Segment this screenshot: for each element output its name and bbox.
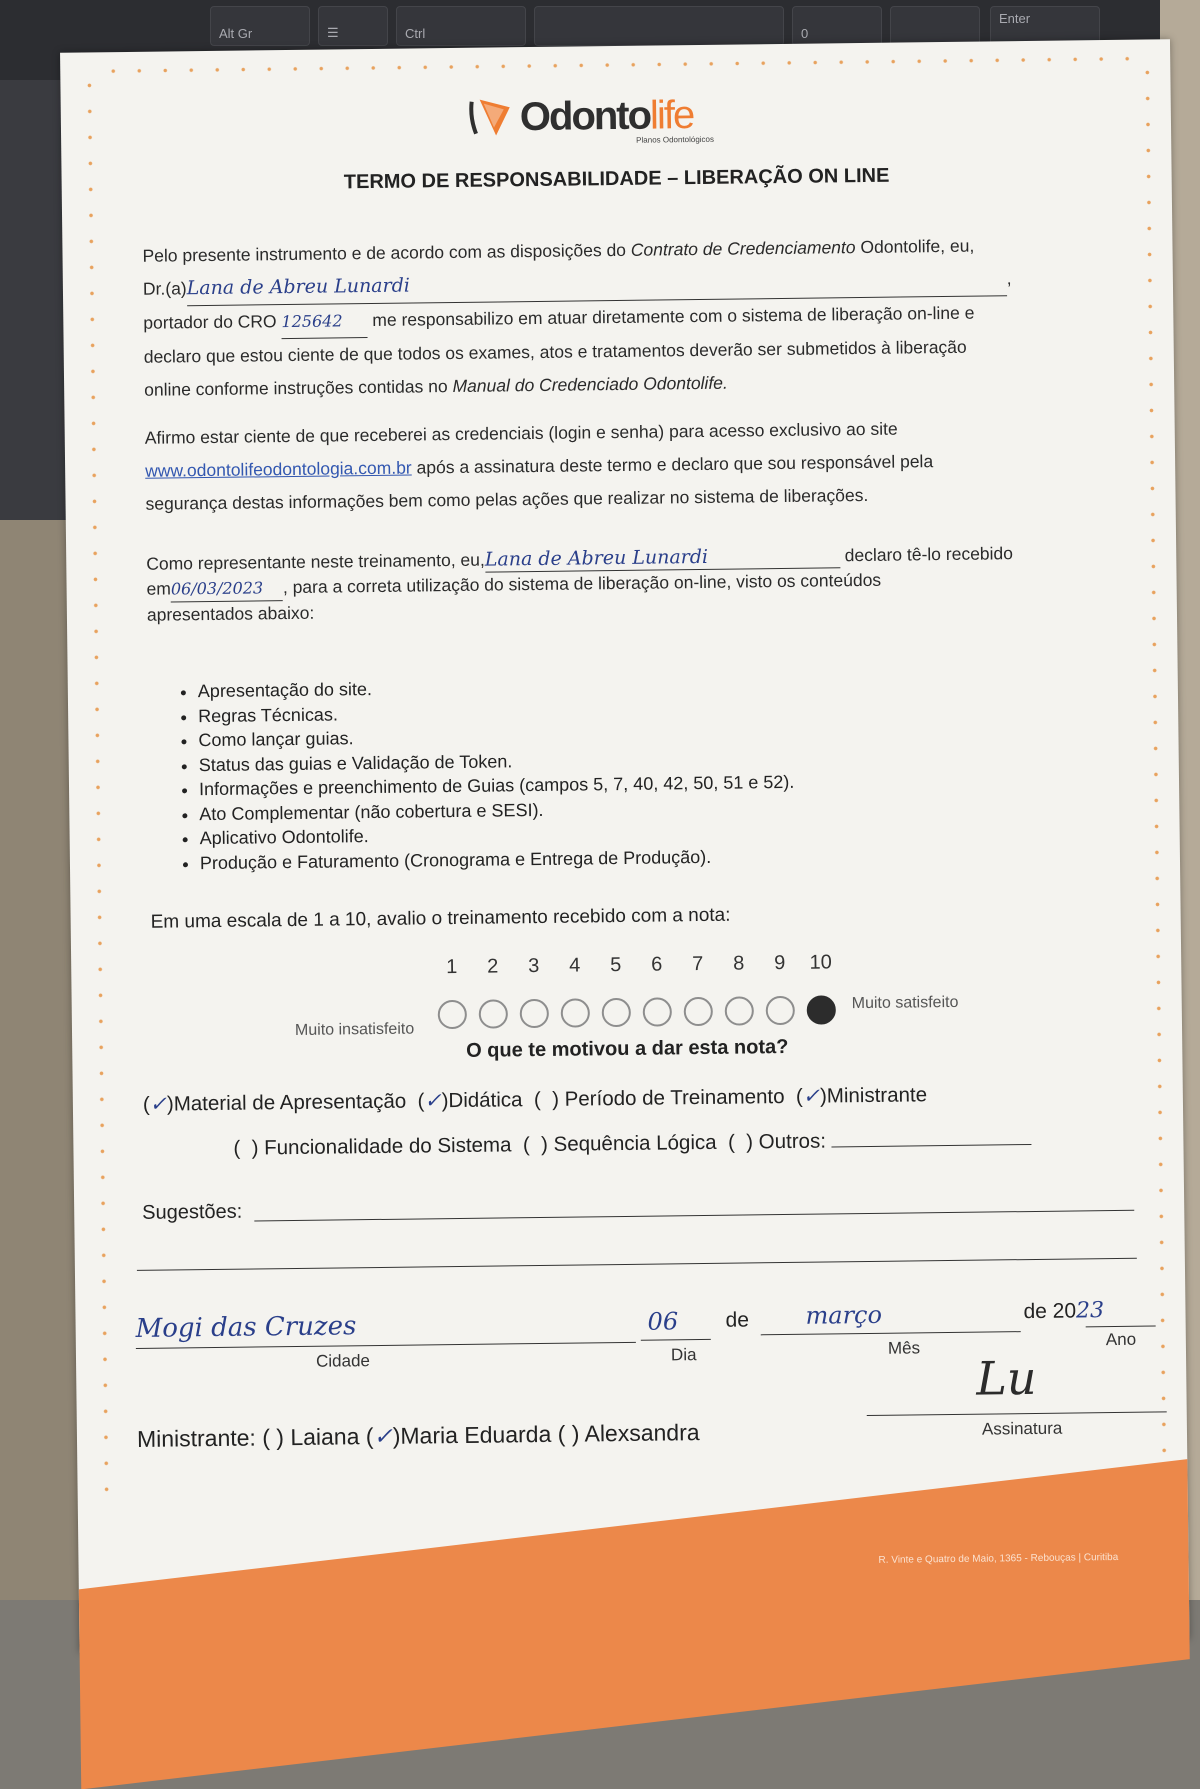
paragraph-credentials	[145, 411, 1066, 521]
scale-number: 6	[651, 953, 663, 976]
cro-handwritten: 125642	[281, 311, 343, 332]
logo-word-odonto: Odonto	[519, 93, 651, 139]
list-item: • Aplicativo Odontolife.	[199, 819, 795, 851]
ministrante-label: Ministrante:	[136, 1424, 257, 1452]
representative-name-handwritten: Lana de Abreu Lunardi	[484, 545, 709, 571]
rating-radio-3[interactable]	[520, 999, 549, 1028]
topics-list	[178, 672, 796, 876]
list-item: • Produção e Faturamento (Cronograma e Entrega de Produção).	[200, 843, 796, 875]
key-menu	[318, 6, 388, 46]
option-label: Alexsandra	[584, 1419, 700, 1447]
scale-number: 10	[809, 951, 832, 974]
motivation-options-row2	[233, 1127, 1031, 1161]
rating-question: Em uma escala de 1 a 10, avalio o treinamento recebido com a nota:	[150, 904, 731, 933]
key-enter-label: Enter	[999, 11, 1031, 26]
decorative-dots-right	[1138, 59, 1173, 1479]
option-label: Funcionalidade do Sistema	[264, 1133, 512, 1160]
rating-radio-group	[432, 995, 842, 1029]
option-periodo[interactable]: ( ) Período de Treinamento	[528, 1085, 785, 1112]
option-ministrante[interactable]: (✓)Ministrante	[790, 1083, 928, 1108]
footer-orange-band	[79, 1459, 1190, 1789]
list-item: • Regras Técnicas.	[198, 696, 794, 728]
document-title: TERMO DE RESPONSABILIDADE – LIBERAÇÃO ON LINE	[343, 164, 890, 194]
signature-field[interactable]	[976, 1351, 1037, 1406]
rating-radio-7[interactable]	[684, 997, 713, 1026]
key-altgr-label: Alt Gr	[219, 26, 253, 41]
representative-name-field[interactable]	[485, 543, 840, 572]
cro-rest: me responsabilizo em atuar diretamente com o sistema de liberação on-line e	[372, 302, 975, 330]
month-label: Mês	[887, 1338, 921, 1358]
rating-low-label: Muito insatisfeito	[294, 1020, 415, 1039]
list-item: • Ato Complementar (não cobertura e SESI).	[199, 794, 795, 826]
signature-underline	[867, 1411, 1167, 1416]
city-label: Cidade	[315, 1351, 371, 1371]
option-label: Ministrante	[826, 1083, 928, 1108]
ministrante-row	[137, 1419, 700, 1453]
p3-intro: Como representante neste treinamento, eu,	[146, 549, 485, 574]
day-field[interactable]	[647, 1307, 678, 1335]
key-comma	[890, 6, 980, 46]
scale-number: 5	[610, 953, 622, 977]
suggestions-field-line2[interactable]	[137, 1258, 1137, 1271]
p1-manual-intro: online conforme instruções contidas no	[144, 376, 448, 400]
footer-address: R. Vinte e Quatro de Maio, 1365 - Rebouças | Curitiba	[878, 1551, 1119, 1566]
city-field[interactable]	[135, 1308, 635, 1344]
paragraph-training	[146, 541, 1067, 627]
signature-label: Assinatura	[981, 1418, 1063, 1439]
option-material[interactable]: (✓)Material de Apresentação	[142, 1089, 407, 1116]
year-handwritten: 23	[1075, 1298, 1105, 1324]
year-label: Ano	[1105, 1329, 1137, 1350]
outros-field[interactable]	[832, 1144, 1032, 1147]
key-blank	[534, 6, 784, 46]
scale-number: 3	[528, 954, 540, 978]
scale-number: 2	[487, 955, 499, 978]
list-item: • Como lançar guias.	[198, 721, 794, 753]
rating-radio-8[interactable]	[725, 996, 754, 1025]
option-label: Maria Eduarda	[400, 1420, 552, 1449]
scale-number: 4	[569, 954, 581, 977]
rating-radio-9[interactable]	[766, 996, 795, 1025]
p3-line3: apresentados abaixo:	[146, 602, 315, 625]
motivation-question: O que te motivou a dar esta nota?	[465, 1035, 789, 1062]
day-underline	[641, 1339, 711, 1341]
year-underline	[1086, 1325, 1156, 1327]
option-label: Sequência Lógica	[553, 1130, 717, 1156]
p2-line3: segurança destas informações bem como pelas ações que realizar no sistema de liberações.	[145, 484, 869, 514]
motivation-options-row1	[143, 1082, 927, 1117]
key-zero	[792, 6, 882, 46]
dr-label: Dr.(a)	[142, 278, 187, 299]
option-label: Período de Treinamento	[564, 1085, 785, 1111]
paper-form	[60, 39, 1189, 1652]
p1-brand: Odontolife, eu,	[860, 235, 975, 258]
p3-received: declaro tê-lo recebido	[844, 543, 1014, 566]
tooth-shield-icon	[466, 93, 515, 142]
day-label: Dia	[670, 1345, 697, 1365]
option-didatica[interactable]: (✓)Didática	[411, 1088, 523, 1113]
logo-wordmark	[520, 93, 694, 140]
suggestions-label: Sugestões:	[142, 1200, 243, 1224]
suggestions-field-line1[interactable]	[254, 1210, 1134, 1222]
p1-intro: Pelo presente instrumento e de acordo com as disposições do	[142, 239, 627, 266]
cro-label: portador do CRO	[143, 311, 277, 333]
key-zero-label: 0	[801, 26, 809, 41]
rating-radio-4[interactable]	[561, 998, 590, 1027]
menu-icon: ☰	[327, 25, 339, 40]
month-field[interactable]	[805, 1301, 882, 1330]
ministrante-option-alexsandra[interactable]: ( ) Alexsandra	[557, 1419, 700, 1447]
p1-contract: Contrato de Credenciamento	[630, 237, 856, 260]
option-label: Laiana	[290, 1423, 360, 1451]
list-item: • Status das guias e Validação de Token.	[199, 745, 795, 777]
training-date-field[interactable]	[171, 575, 283, 602]
check-mark: ✓	[373, 1423, 393, 1451]
ministrante-option-laiana[interactable]: ( ) Laiana	[262, 1423, 360, 1451]
p2-line1: Afirmo estar ciente de que receberei as credenciais (login e senha) para acesso exclusivo ao site	[144, 418, 898, 448]
p1-line4: declaro que estou ciente de que todos os exames, atos e tratamentos deverão ser submetidos à liberação	[143, 336, 967, 367]
de-label: de	[725, 1308, 750, 1332]
cro-field[interactable]	[281, 304, 367, 339]
p3-em: em	[146, 578, 172, 599]
scale-number: 8	[733, 952, 745, 975]
list-item: • Apresentação do site.	[198, 672, 794, 704]
check-mark: ✓	[424, 1088, 442, 1113]
list-item: • Informações e preenchimento de Guias (campos 5, 7, 40, 42, 50, 51 e 52).	[199, 770, 795, 802]
option-label: Outros:	[758, 1129, 827, 1154]
month-handwritten: março	[805, 1300, 883, 1330]
check-mark: ✓	[802, 1083, 821, 1108]
option-label: Didática	[448, 1088, 523, 1113]
option-sequencia[interactable]: ( ) Sequência Lógica	[517, 1130, 717, 1157]
paragraph-declaration	[142, 229, 1064, 407]
p3-purpose: , para a correta utilização do sistema de liberação on-line, visto os conteúdos	[282, 569, 882, 598]
p1-manual: Manual do Credenciado Odontolife.	[452, 372, 728, 397]
rating-radio-6[interactable]	[643, 997, 672, 1026]
year-field[interactable]	[1023, 1298, 1104, 1324]
scale-number: 9	[774, 951, 786, 975]
dr-name-handwritten: Lana de Abreu Lunardi	[186, 274, 411, 300]
key-altgr	[210, 6, 310, 46]
day-handwritten: 06	[647, 1307, 679, 1336]
site-link[interactable]: www.odontolifeodontologia.com.br	[145, 457, 412, 481]
rating-radio-10[interactable]	[807, 995, 836, 1024]
logo-word-life: life	[649, 92, 694, 138]
option-outros[interactable]: ( ) Outros:	[722, 1129, 827, 1154]
p2-line2-rest: após a assinatura deste termo e declaro que sou responsável pela	[416, 451, 934, 478]
option-label: Material de Apresentação	[173, 1089, 407, 1116]
city-handwritten: Mogi das Cruzes	[135, 1311, 357, 1344]
handwritten-signature: Lu	[975, 1350, 1037, 1406]
p1-line2: Dr.(a)Lana de Abreu Lunardi ,	[143, 262, 1063, 307]
ministrante-option-maria[interactable]: (✓)Maria Eduarda	[365, 1420, 552, 1451]
training-date-handwritten: 06/03/2023	[170, 578, 264, 599]
rating-scale-numbers	[431, 951, 841, 979]
option-funcionalidade[interactable]: ( ) Funcionalidade do Sistema	[233, 1133, 512, 1160]
year-prefix: de 20	[1023, 1299, 1077, 1324]
rating-radio-5[interactable]	[602, 998, 631, 1027]
key-ctrl-label: Ctrl	[405, 26, 426, 41]
odontolife-logo	[465, 84, 766, 148]
key-ctrl	[396, 6, 526, 46]
month-underline	[761, 1331, 1021, 1335]
scale-number: 1	[446, 955, 458, 979]
rating-radio-1[interactable]	[438, 1000, 467, 1029]
scale-number: 7	[692, 952, 704, 976]
rating-radio-2[interactable]	[479, 999, 508, 1028]
check-mark: ✓	[149, 1091, 168, 1116]
decorative-dots-left	[80, 72, 115, 1492]
logo-tagline: Planos Odontológicos	[636, 134, 715, 145]
rating-high-label: Muito satisfeito	[851, 993, 959, 1013]
decorative-dots-top	[100, 52, 1130, 79]
